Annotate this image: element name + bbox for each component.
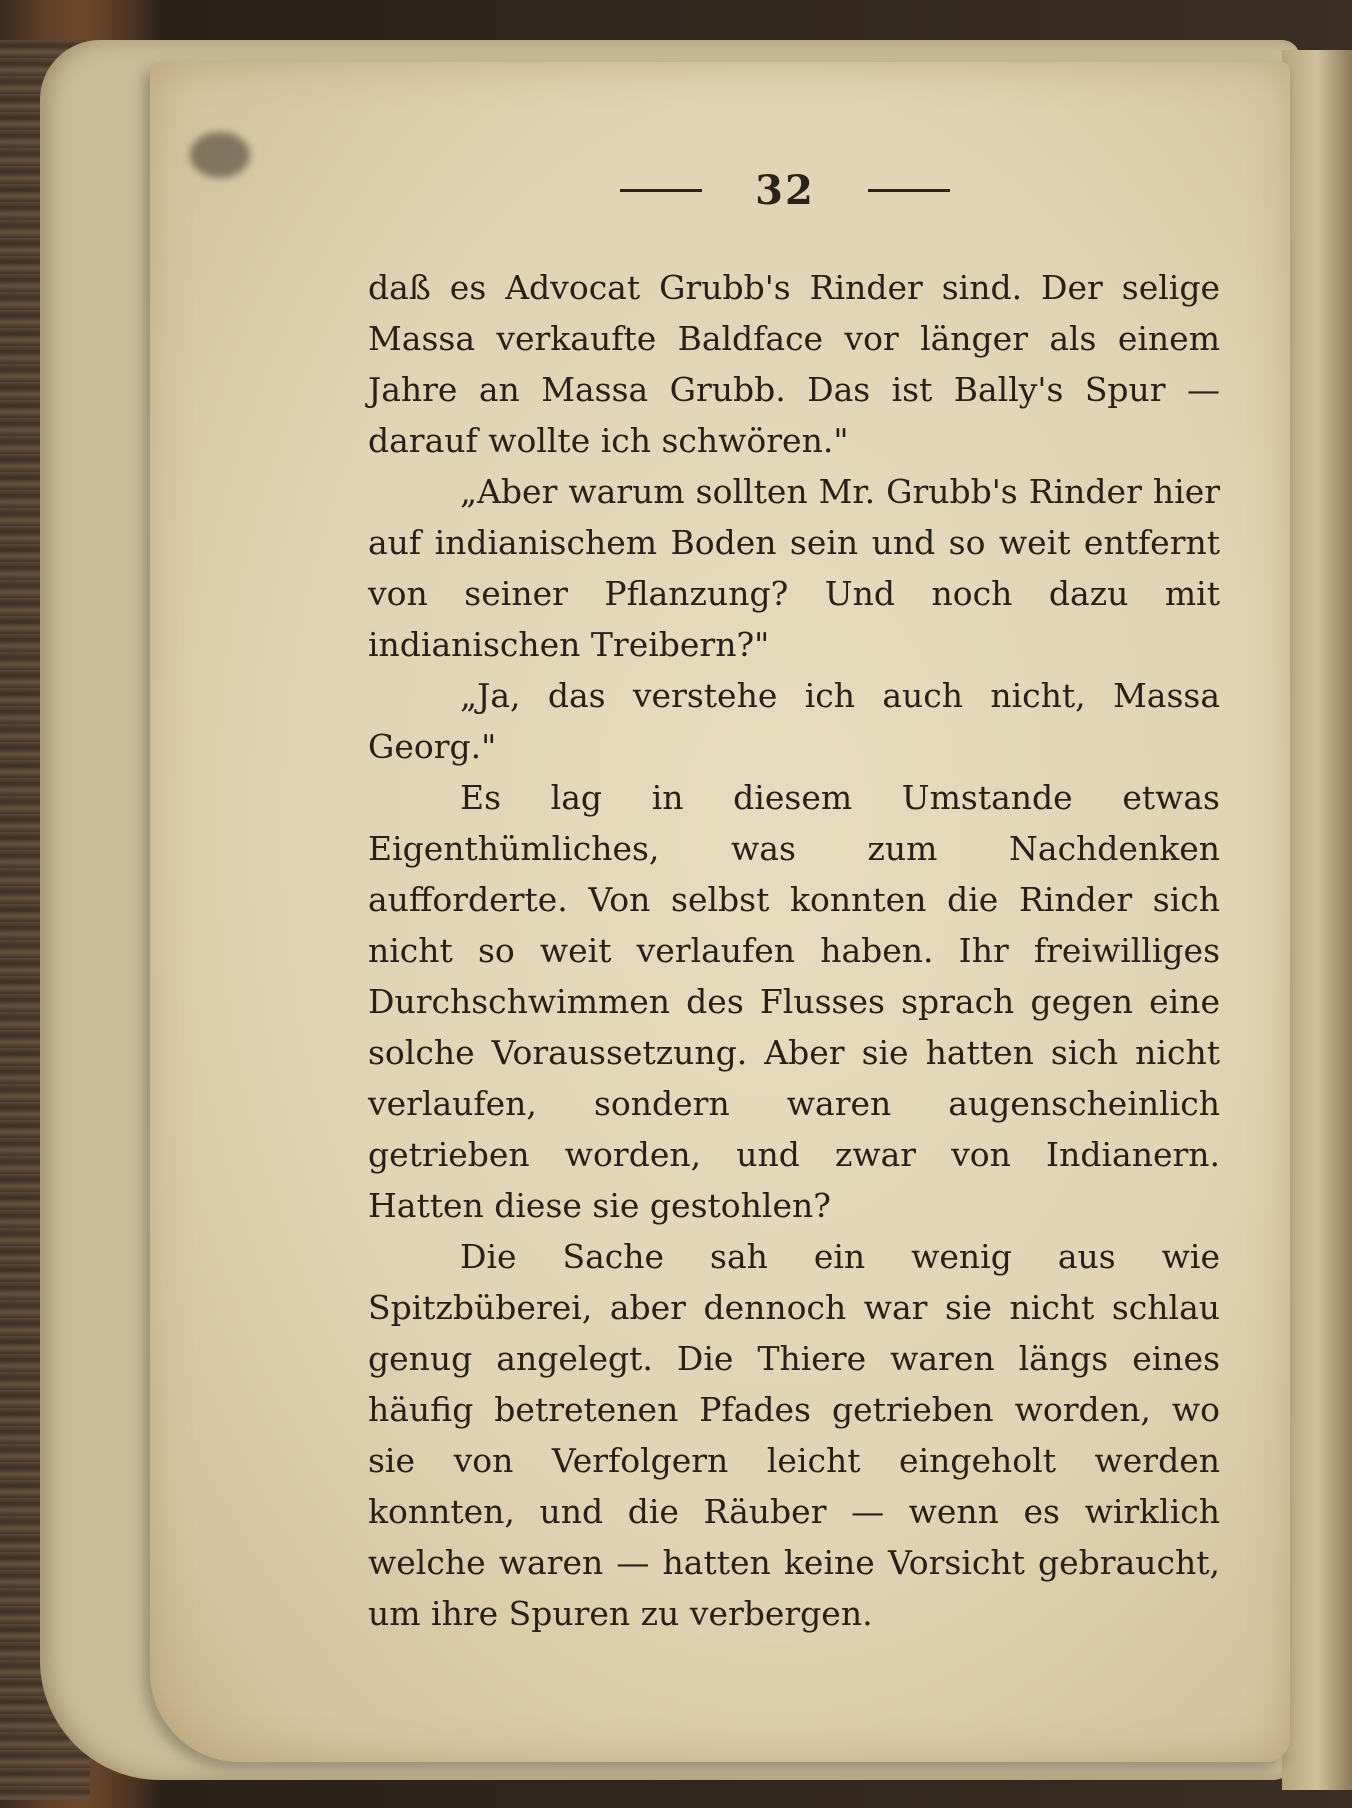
paragraph-3: „Ja, das verstehe ich auch nicht, Massa Georg." [368, 676, 1220, 766]
body-text [368, 262, 1220, 1639]
paragraph-5: Die Sache sah ein wenig aus wie Spitzbüberei, aber dennoch war sie nicht schlau genug angelegt. Die Thiere waren längs eines häufig betretenen Pfades getrieben worden, wo sie von Verfolgern leicht eingeholt werden konnten, und die Räuber — wenn es wirklich welche waren — hatten keine Vorsicht gebraucht, um ihre Spuren zu verbergen. [368, 1237, 1220, 1633]
paragraph-4: Es lag in diesem Umstande etwas Eigenthümliches, was zum Nachdenken aufforderte. Von selbst konnten die Rinder sich nicht so weit verlaufen haben. Ihr freiwilliges Durchschwimmen des Flusses sprach gegen eine solche Voraussetzung. Aber sie hatten sich nicht verlaufen, sondern waren augenscheinlich getrieben worden, und zwar von Indianern. Hatten diese sie gestohlen? [368, 778, 1220, 1225]
ink-stain [190, 132, 250, 178]
paragraph-1: daß es Advocat Grubb's Rinder sind. Der selige Massa verkaufte Baldface vor länger als einem Jahre an Massa Grubb. Das ist Bally's Spur — darauf wollte ich schwören." [368, 268, 1220, 460]
header-rule-right [868, 189, 950, 192]
facing-page-edge [1282, 50, 1352, 1790]
paragraph-2: „Aber warum sollten Mr. Grubb's Rinder hier auf indianischem Boden sein und so weit entfernt von seiner Pflanzung? Und noch dazu mit indianischen Treibern?" [368, 472, 1220, 664]
page-number: 32 [755, 166, 815, 214]
header-rule-left [620, 189, 702, 192]
page-header [620, 160, 950, 220]
